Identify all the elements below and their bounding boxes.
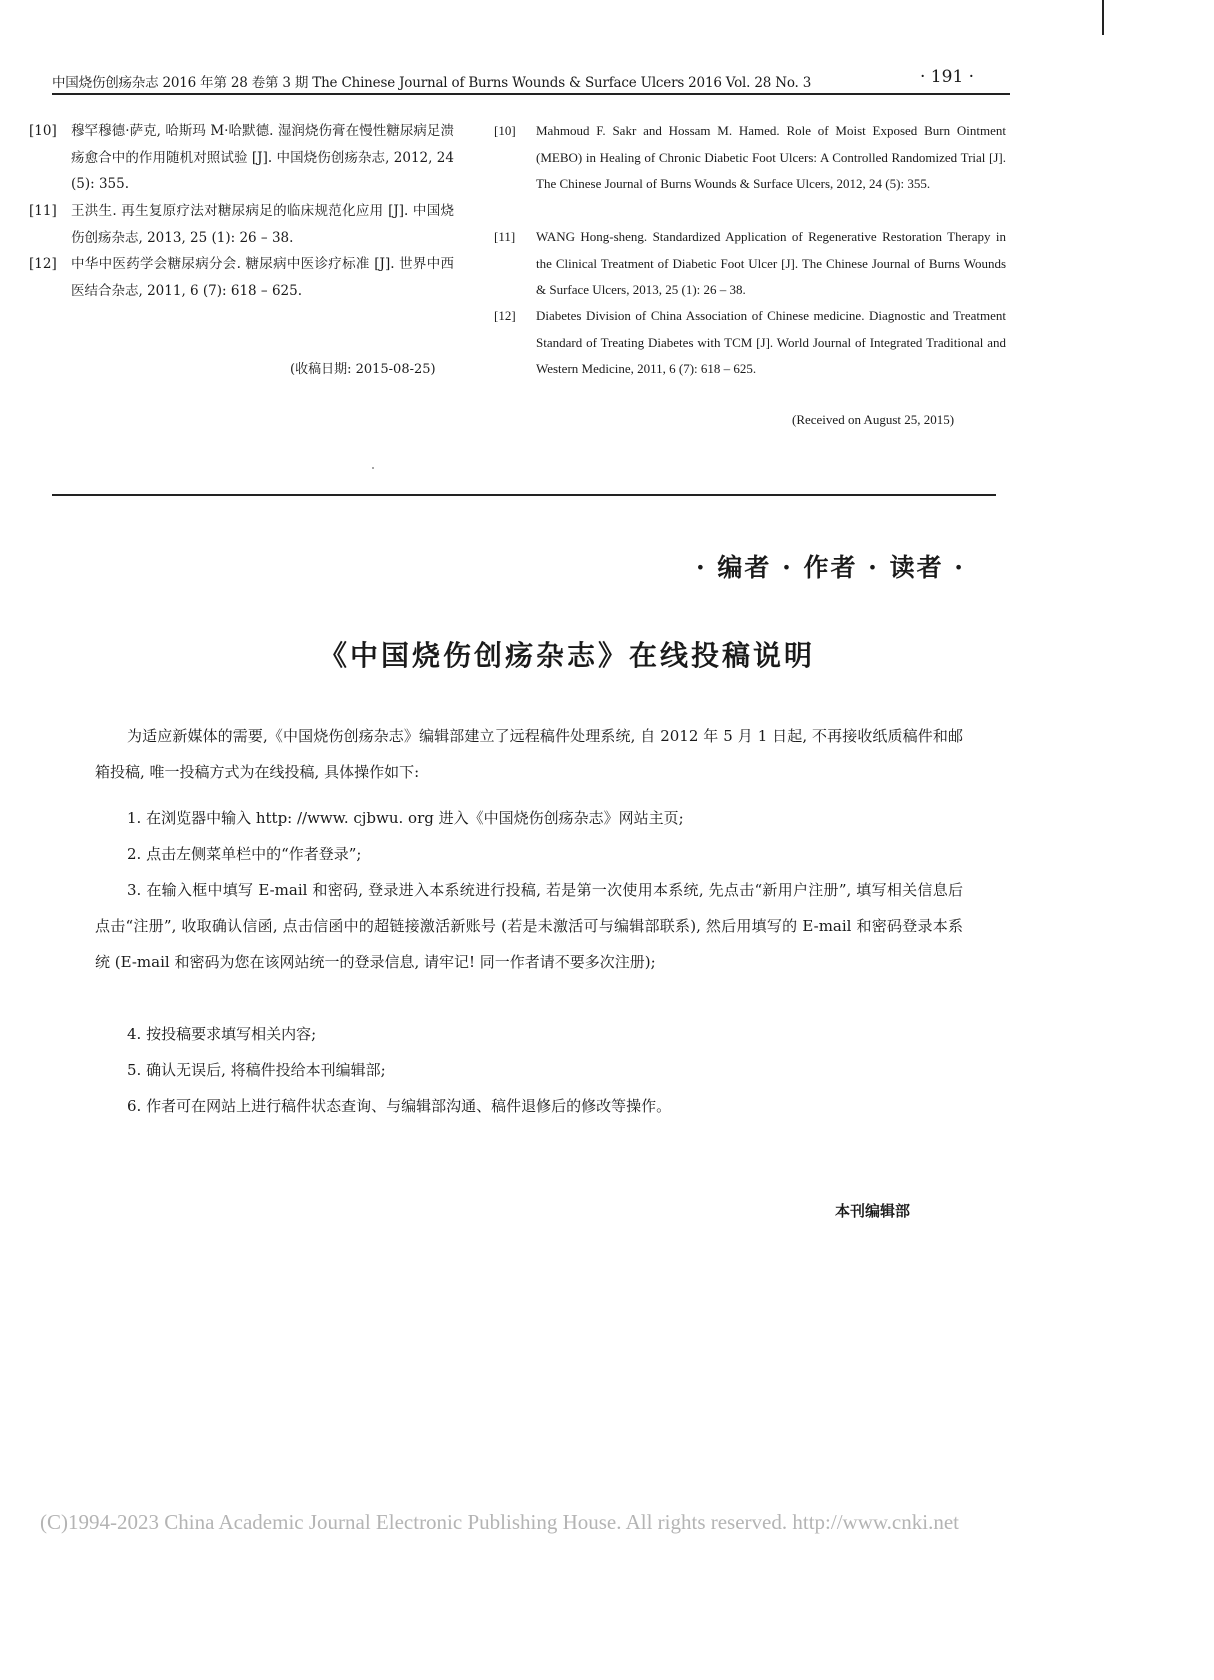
step-6: 6. 作者可在网站上进行稿件状态查询、与编辑部沟通、稿件退修后的修改等操作。: [127, 1097, 672, 1115]
step-1: 1. 在浏览器中输入 http: //www. cjbwu. org 进入《中国烧伤创疡杂志》网站主页;: [127, 809, 684, 827]
reference-number: [11]: [29, 203, 57, 219]
reference-en-12: [494, 303, 1006, 383]
step-3: 3. 在输入框中填写 E-mail 和密码, 登录进入本系统进行投稿, 若是第一次使用本系统, 先点击“新用户注册”, 填写相关信息后点击“注册”, 收取确认信函, 点击信函中的超链接激活新账号 (若是未激活可与编辑部联系), 然后用填写的 E-mail 和密码登录本系统 (E-mail 和密码为您在该网站统一的登录信息, 请牢记! 同一作者请不要多次注册);: [95, 881, 963, 971]
reference-cn-12: [29, 251, 454, 304]
reference-en-10: [494, 118, 1006, 198]
signature: 本刊编辑部: [835, 1202, 911, 1220]
copyright-footer: (C)1994-2023 China Academic Journal Electronic Publishing House. All rights reserved. http://www.cnki.net: [40, 1510, 959, 1534]
intro-paragraph: 为适应新媒体的需要,《中国烧伤创疡杂志》编辑部建立了远程稿件处理系统, 自 2012 年 5 月 1 日起, 不再接收纸质稿件和邮箱投稿, 唯一投稿方式为在线投稿, 具体操作如下:: [95, 727, 963, 781]
running-header: 中国烧伤创疡杂志 2016 年第 28 卷第 3 期 The Chinese Journal of Burns Wounds & Surface Ulcers 2016 Vol. 28 No. 3: [52, 75, 812, 91]
page-edge-line: [1102, 0, 1104, 35]
reference-cn-10: [29, 118, 454, 198]
reference-text: 王洪生. 再生复原疗法对糖尿病足的临床规范化应用 [J]. 中国烧伤创疡杂志, 2013, 25 (1): 26 – 38.: [71, 203, 454, 246]
step-2: 2. 点击左侧菜单栏中的“作者登录”;: [127, 845, 362, 863]
notice-title: 《中国烧伤创疡杂志》在线投稿说明: [318, 639, 815, 672]
reference-cn-11: [29, 198, 454, 251]
section-separator-rule: [52, 494, 996, 496]
reference-text: 穆罕穆德·萨克, 哈斯玛 M·哈默德. 湿润烧伤膏在慢性糖尿病足溃疡愈合中的作用随机对照试验 [J]. 中国烧伤创疡杂志, 2012, 24 (5): 355.: [71, 123, 454, 192]
step-5: 5. 确认无误后, 将稿件投给本刊编辑部;: [127, 1061, 386, 1079]
reference-number: [10]: [494, 123, 516, 138]
reference-number: [12]: [29, 256, 57, 272]
reference-text: 中华中医药学会糖尿病分会. 糖尿病中医诊疗标准 [J]. 世界中西医结合杂志, 2011, 6 (7): 618 – 625.: [71, 256, 454, 299]
reference-text: Diabetes Division of China Association of Chinese medicine. Diagnostic and Treatment Standard of Treating Diabetes with TCM [J]. World Journal of Integrated Traditional and Western Medicine, 2011, 6 (7): 618 – 625.: [536, 308, 1006, 376]
received-date-en: (Received on August 25, 2015): [792, 412, 955, 427]
header-rule: [52, 93, 1010, 95]
reference-en-11: [494, 224, 1006, 304]
reference-number: [10]: [29, 123, 57, 139]
reference-text: Mahmoud F. Sakr and Hossam M. Hamed. Role of Moist Exposed Burn Ointment (MEBO) in Healing of Chronic Diabetic Foot Ulcers: A Controlled Randomized Trial [J]. The Chinese Journal of Burns Wounds & Surface Ulcers, 2012, 24 (5): 355.: [536, 123, 1006, 191]
reference-number: [11]: [494, 229, 516, 244]
reference-number: [12]: [494, 308, 516, 323]
section-title: · 编者 · 作者 · 读者 ·: [695, 553, 965, 582]
step-4: 4. 按投稿要求填写相关内容;: [127, 1025, 317, 1043]
reference-text: WANG Hong-sheng. Standardized Application of Regenerative Restoration Therapy in the Clinical Treatment of Diabetic Foot Ulcer [J]. The Chinese Journal of Burns Wounds & Surface Ulcers, 2013, 25 (1): 26 – 38.: [536, 229, 1006, 297]
received-date-cn: (收稿日期: 2015-08-25): [290, 362, 436, 377]
speck: [372, 467, 374, 469]
page-number: · 191 ·: [920, 67, 975, 87]
